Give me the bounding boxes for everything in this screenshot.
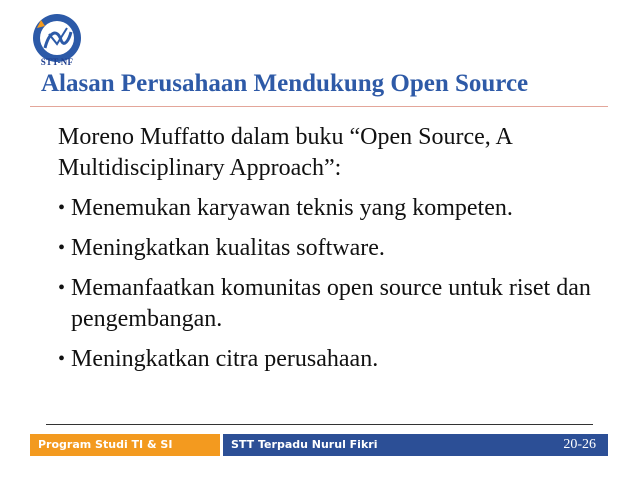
bullet-text: Meningkatkan citra perusahaan.	[71, 346, 379, 372]
bullet-text: Meningkatkan kualitas software.	[71, 235, 385, 261]
bullet-list	[58, 193, 603, 375]
bullet-dot-icon: •	[58, 197, 66, 219]
bullet-dot-icon: •	[58, 237, 66, 259]
slide-footer	[30, 434, 608, 456]
footer-institution-bar	[223, 434, 608, 456]
intro-paragraph: Moreno Muffatto dalam buku “Open Source, A Multidisciplinary Approach”:	[58, 124, 512, 181]
bullet-text: Menemukan karyawan teknis yang kompeten.	[71, 195, 513, 221]
footer-divider	[46, 424, 593, 425]
slide-body	[58, 122, 603, 384]
footer-institution: STT Terpadu Nurul Fikri	[231, 438, 378, 451]
footer-program: Program Studi TI & SI	[30, 434, 220, 456]
title-divider	[30, 106, 608, 107]
bullet-item	[58, 273, 603, 335]
bullet-item	[58, 344, 603, 375]
page-number: 20-26	[563, 437, 596, 452]
bullet-dot-icon: •	[58, 348, 66, 370]
bullet-item	[58, 233, 603, 264]
bullet-text: Memanfaatkan komunitas open source untuk riset dan pengembangan.	[71, 275, 591, 332]
logo-text: STT-NF	[40, 57, 74, 67]
slide-title: Alasan Perusahaan Mendukung Open Source	[41, 70, 529, 97]
bullet-dot-icon: •	[58, 277, 66, 299]
bullet-item	[58, 193, 603, 224]
